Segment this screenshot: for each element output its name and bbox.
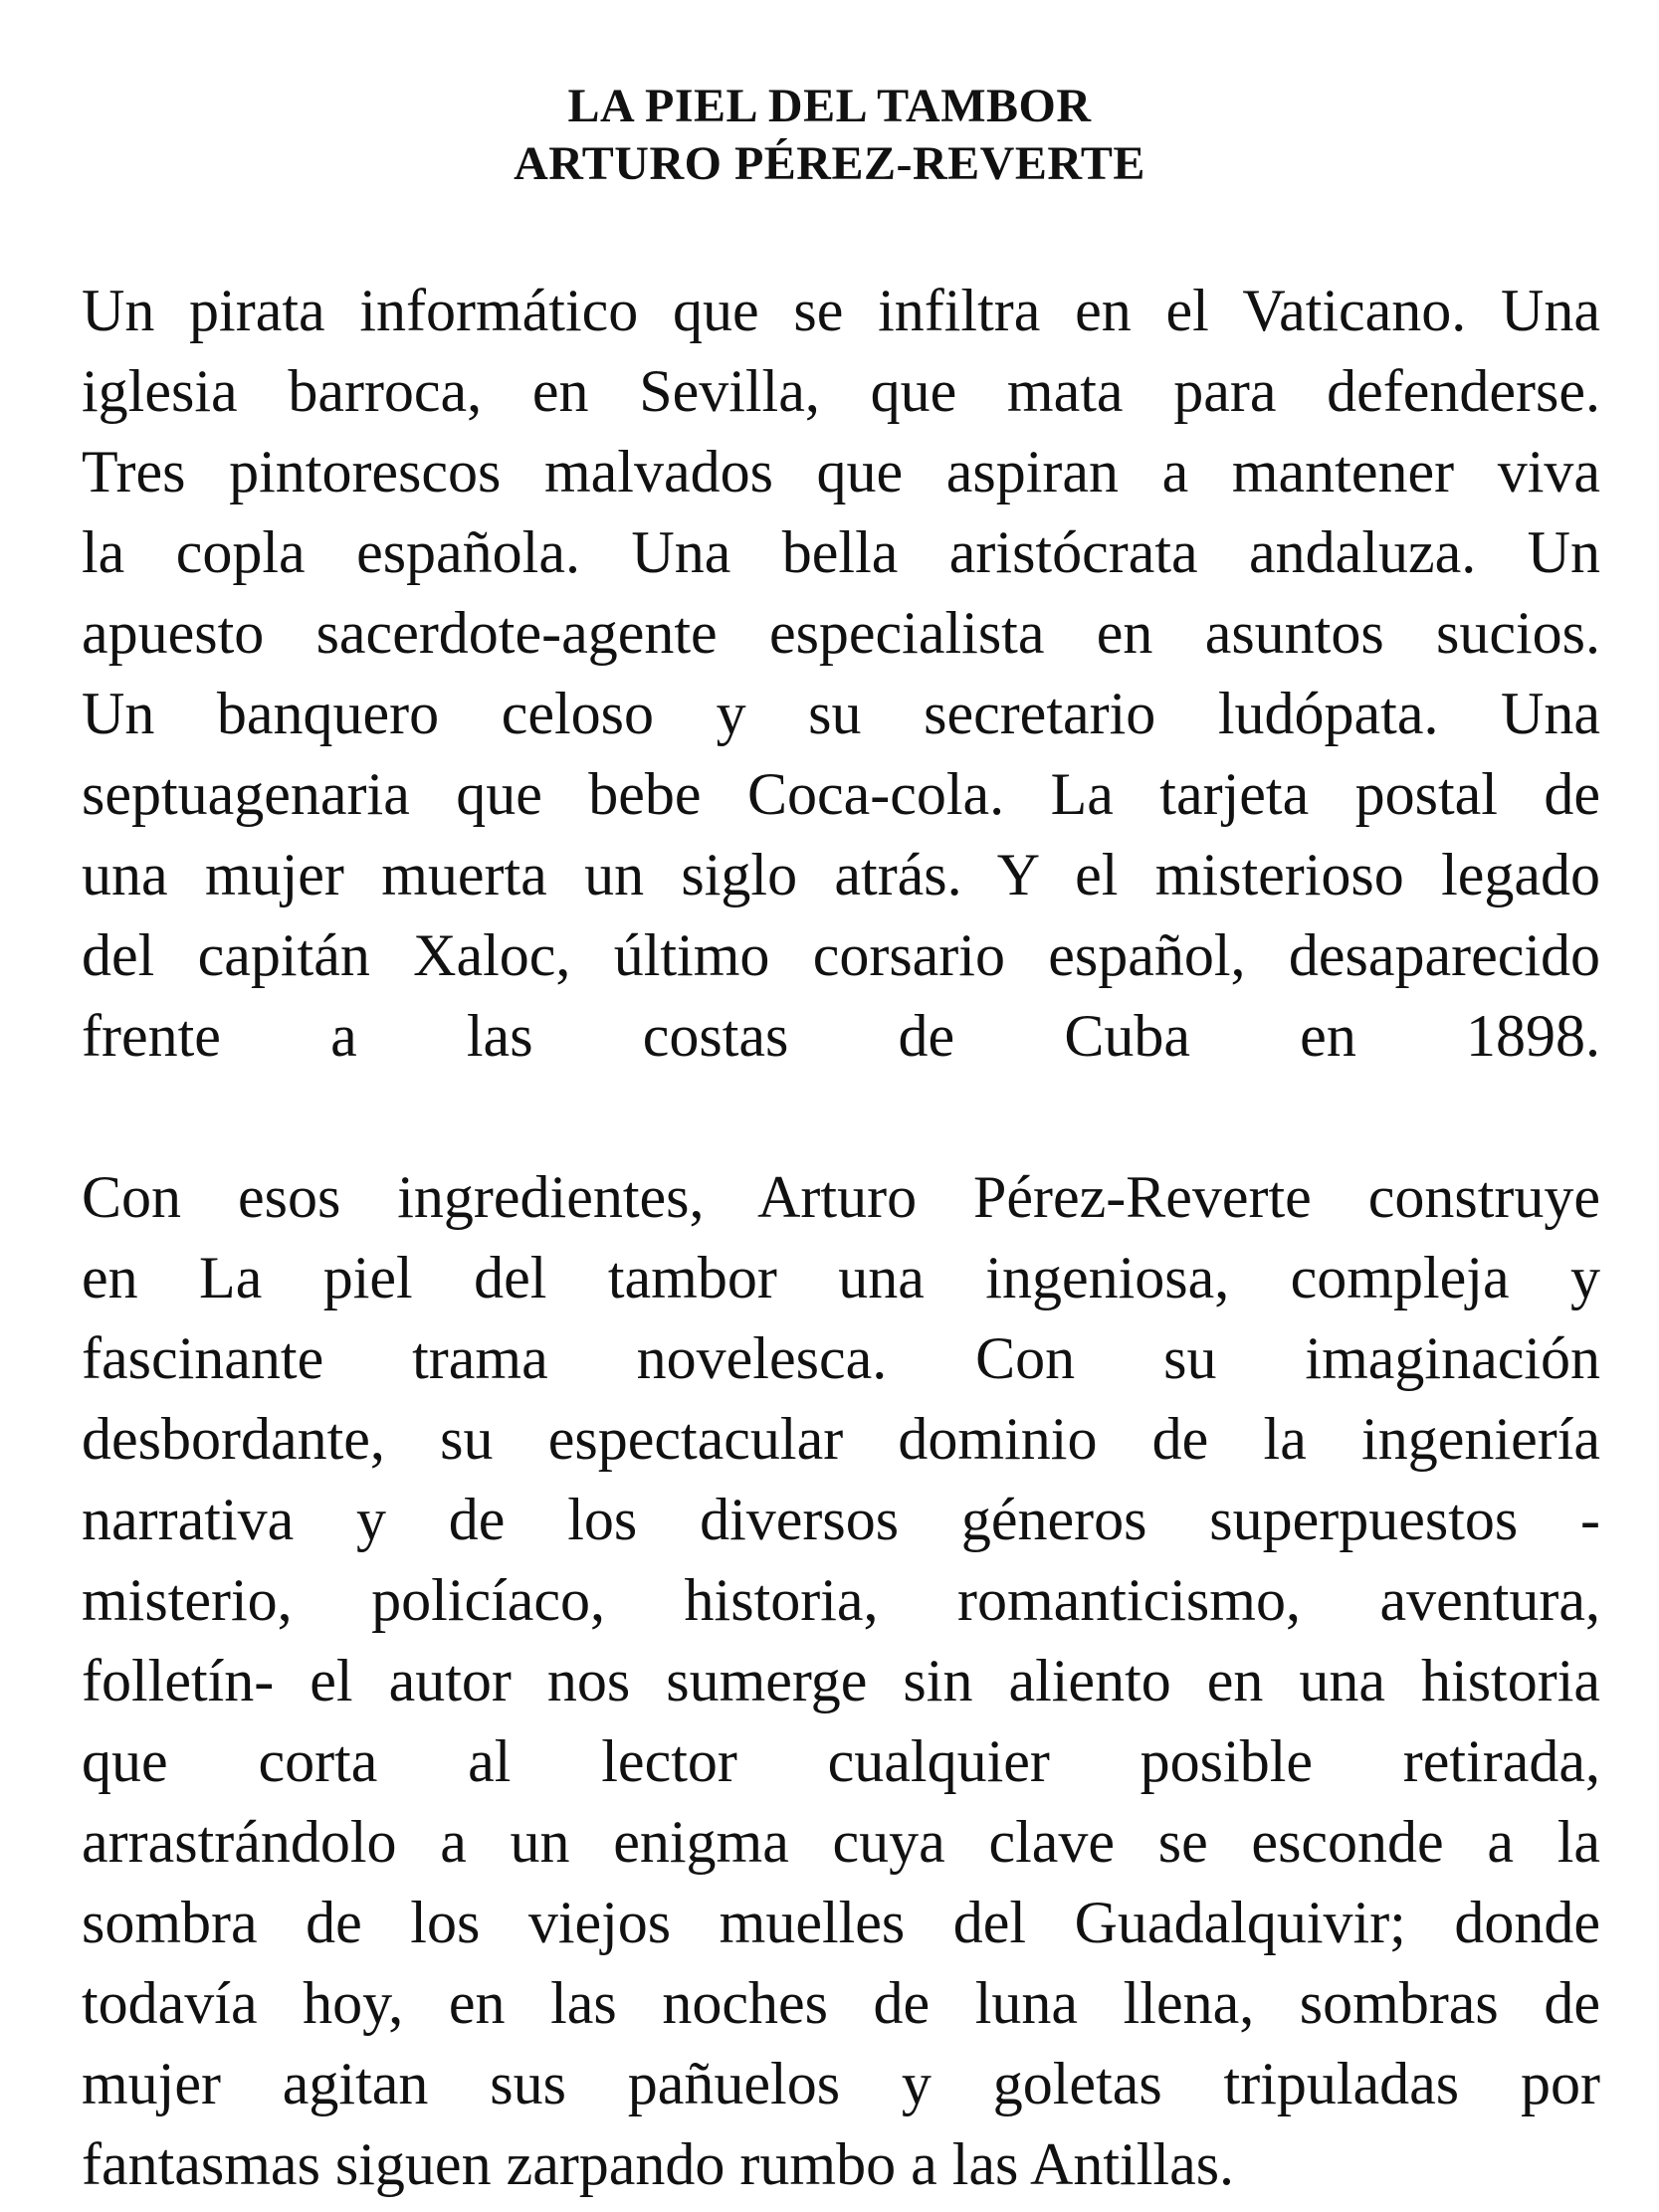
text-line: Un banquero celoso y su secretario ludópata. Una bbox=[82, 681, 1600, 746]
text-line: fantasmas siguen zarpando rumbo a las Antillas. bbox=[82, 2131, 1235, 2197]
text-line: mujer agitan sus pañuelos y goletas tripuladas por bbox=[82, 2051, 1600, 2116]
book-author: ARTURO PÉREZ-REVERTE bbox=[514, 137, 1145, 190]
text-line: narrativa y de los diversos géneros superpuestos - bbox=[82, 1487, 1600, 1552]
text-line: todavía hoy, en las noches de luna llena, sombras de bbox=[82, 1970, 1600, 2036]
text-line: iglesia barroca, en Sevilla, que mata para defenderse. bbox=[82, 358, 1600, 424]
text-line: frente a las costas de Cuba en 1898. bbox=[82, 1003, 1600, 1069]
text-line: sombra de los viejos muelles del Guadalquivir; donde bbox=[82, 1890, 1600, 1955]
text-line: del capitán Xaloc, último corsario español, desaparecido bbox=[82, 922, 1600, 988]
text-line: Con esos ingredientes, Arturo Pérez-Reverte construye bbox=[82, 1164, 1600, 1230]
text-line: septuagenaria que bebe Coca-cola. La tarjeta postal de bbox=[82, 761, 1600, 827]
text-line: folletín- el autor nos sumerge sin aliento en una historia bbox=[82, 1648, 1600, 1713]
text-line: misterio, policíaco, historia, romanticismo, aventura, bbox=[82, 1567, 1600, 1633]
text-line: en La piel del tambor una ingeniosa, compleja y bbox=[82, 1245, 1600, 1310]
text-line: la copla española. Una bella aristócrata andaluza. Un bbox=[82, 519, 1600, 585]
paragraph-1 bbox=[82, 271, 1600, 1077]
text-line: que corta al lector cualquier posible retirada, bbox=[82, 1728, 1600, 1794]
text-line: Tres pintorescos malvados que aspiran a mantener viva bbox=[82, 439, 1600, 504]
text-line: Un pirata informático que se infiltra en el Vaticano. Una bbox=[82, 278, 1600, 343]
text-line: una mujer muerta un siglo atrás. Y el misterioso legado bbox=[82, 842, 1600, 907]
book-header bbox=[0, 78, 1659, 193]
text-line: desbordante, su espectacular dominio de la ingeniería bbox=[82, 1406, 1600, 1472]
text-line: arrastrándolo a un enigma cuya clave se esconde a la bbox=[82, 1809, 1600, 1875]
paragraph-2 bbox=[82, 1157, 1600, 2205]
book-title: LA PIEL DEL TAMBOR bbox=[567, 80, 1092, 132]
text-line: apuesto sacerdote-agente especialista en asuntos sucios. bbox=[82, 600, 1600, 666]
paragraph-gap bbox=[82, 1077, 1600, 1157]
text-line: fascinante trama novelesca. Con su imaginación bbox=[82, 1325, 1600, 1391]
synopsis-text bbox=[82, 271, 1600, 2205]
